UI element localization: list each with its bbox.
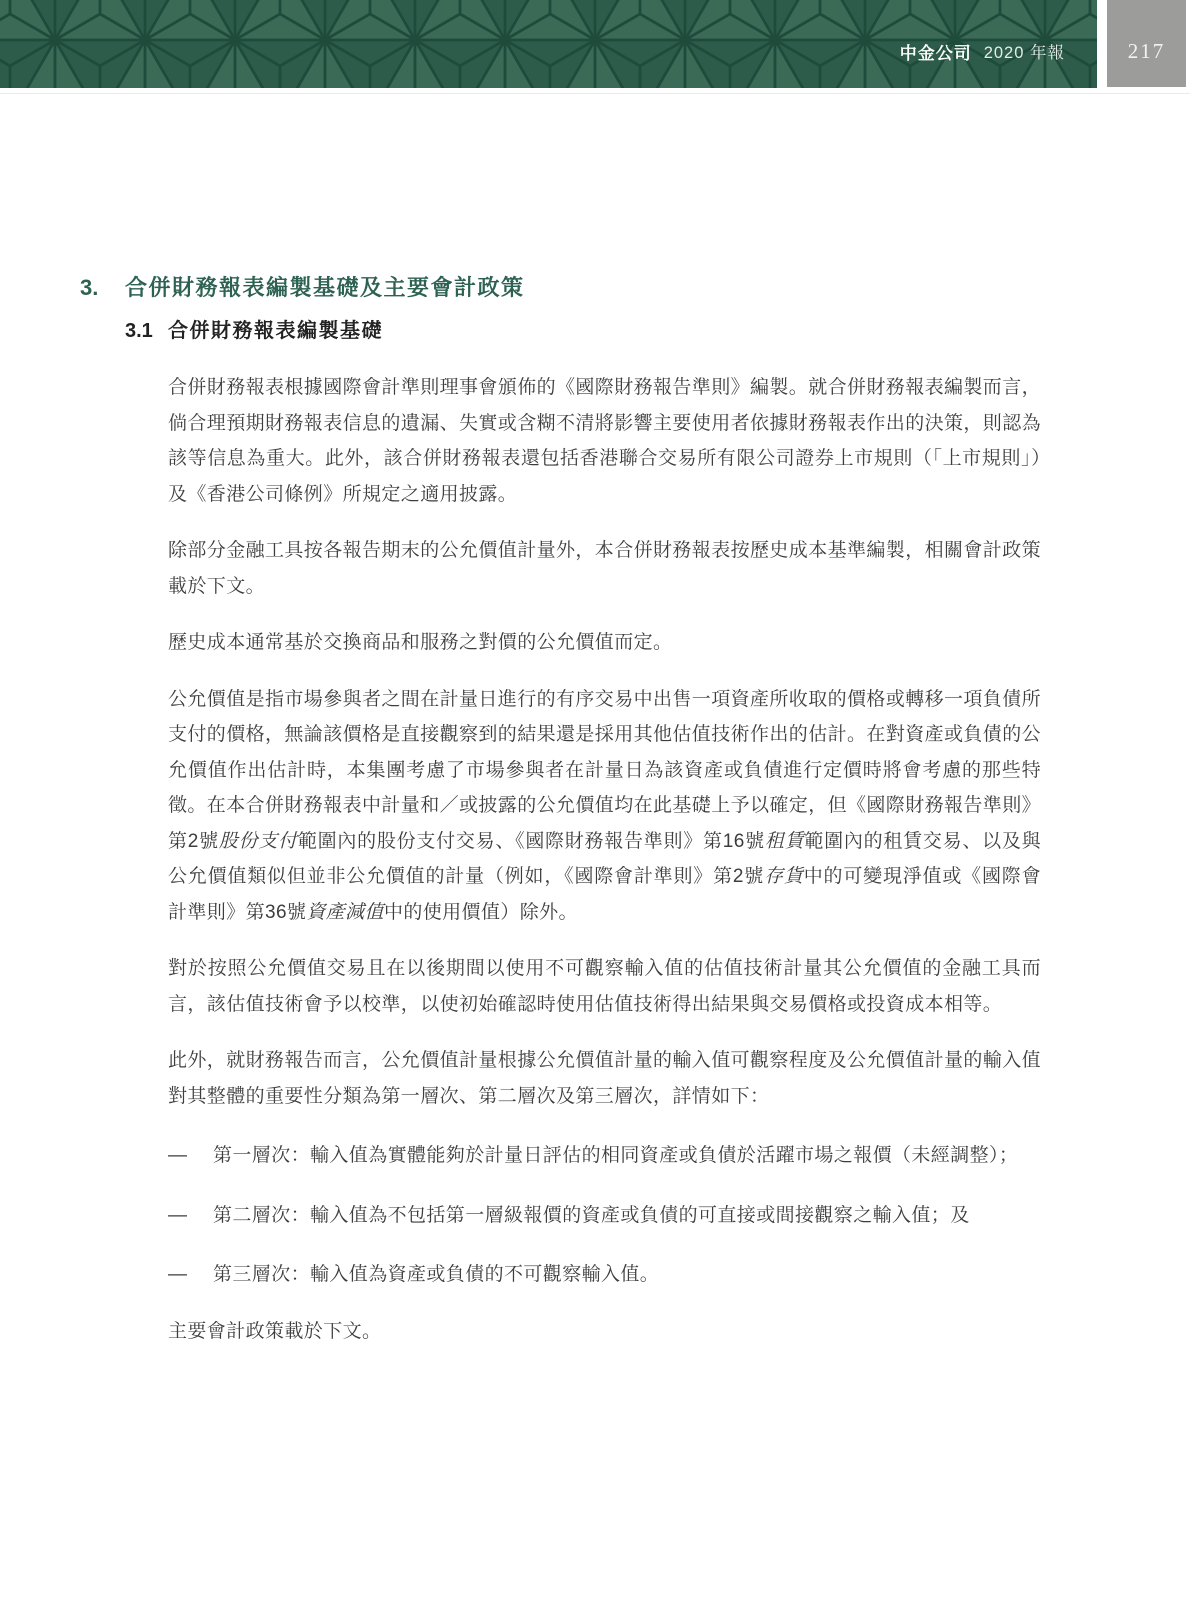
- list-item-text: 第三層次：輸入值為資產或負債的不可觀察輸入值。: [213, 1264, 660, 1285]
- bullet-dash: —: [168, 1204, 188, 1226]
- list-item-text: 第二層次：輸入值為不包括第一層級報價的資產或負債的可直接或間接觀察之輸入值；及: [213, 1204, 970, 1226]
- report-edition: 2020 年報: [983, 44, 1065, 62]
- subsection-title: 合併財務報表編製基礎: [168, 320, 383, 342]
- list-item: [168, 1138, 1041, 1174]
- bullet-dash: —: [168, 1145, 188, 1166]
- paragraph: 此外，就財務報告而言，公允價值計量根據公允價值計量的輸入值可觀察程度及公允價值計量的輸入值對其整體的重要性分類為第一層次、第二層次及第三層次，詳情如下：: [168, 1050, 1042, 1107]
- header-band: [0, 0, 1097, 88]
- section-title: 合併財務報表編製基礎及主要會計政策: [125, 275, 525, 300]
- section-heading: [80, 272, 1041, 304]
- section-number: 3.: [80, 275, 99, 300]
- bullet-dash: —: [168, 1264, 188, 1285]
- list-item-text: 第一層次：輸入值為實體能夠於計量日評估的相同資產或負債於活躍市場之報價（未經調整）；: [213, 1145, 1019, 1166]
- page-number-box: [1107, 0, 1186, 87]
- paragraph: 歷史成本通常基於交換商品和服務之對價的公允價值而定。: [168, 632, 673, 653]
- paragraph: 除部分金融工具按各報告期末的公允價值計量外，本合併財務報表按歷史成本基準編製，相關會計政策載於下文。: [168, 540, 1042, 597]
- company-name: 中金公司: [899, 43, 972, 63]
- subsection-number: 3.1: [125, 320, 153, 342]
- list-item: [168, 1257, 1041, 1293]
- document-body: [0, 88, 1190, 1349]
- paragraph: 合併財務報表根據國際會計準則理事會頒佈的《國際財務報告準則》編製。就合併財務報表編製而言，倘合理預期財務報表信息的遺漏、失實或含糊不清將影響主要使用者依據財務報表作出的決策，則認為該等信息為重大。此外，該合併財務報表還包括香港聯合交易所有限公司證券上市規則（「上市規則」）及《香港公司條例》所規定之適用披露。: [168, 377, 1042, 505]
- page-number: 217: [1127, 39, 1166, 63]
- list-item: [168, 1198, 1041, 1234]
- subsection-heading: [125, 316, 1041, 346]
- paragraph: 主要會計政策載於下文。: [168, 1320, 382, 1342]
- paragraph: 公允價值是指市場參與者之間在計量日進行的有序交易中出售一項資產所收取的價格或轉移一項負債所支付的價格，無論該價格是直接觀察到的結果還是採用其他估值技術作出的估計。在對資產或負債的公允價值作出估計時，本集團考慮了市場參與者在計量日為該資產或負債進行定價時將會考慮的那些特徵。在本合併財務報表中計量和／或披露的公允價值均在此基礎上予以確定，但《國際財務報告準則》第2號股份支付範圍內的股份支付交易、《國際財務報告準則》第16號租賃範圍內的租賃交易、以及與公允價值類似但並非公允價值的計量（例如，《國際會計準則》第2號存貨中的可變現淨值或《國際會計準則》第36號資產減值中的使用價值）除外。: [168, 688, 1042, 923]
- asanoha-pattern: [0, 0, 1097, 88]
- section-content: [168, 370, 1041, 1349]
- paragraph: 對於按照公允價值交易且在以後期間以使用不可觀察輸入值的估值技術計量其公允價值的金融工具而言，該估值技術會予以校準，以使初始確認時使用估值技術得出結果與交易價格或投資成本相等。: [168, 958, 1041, 1015]
